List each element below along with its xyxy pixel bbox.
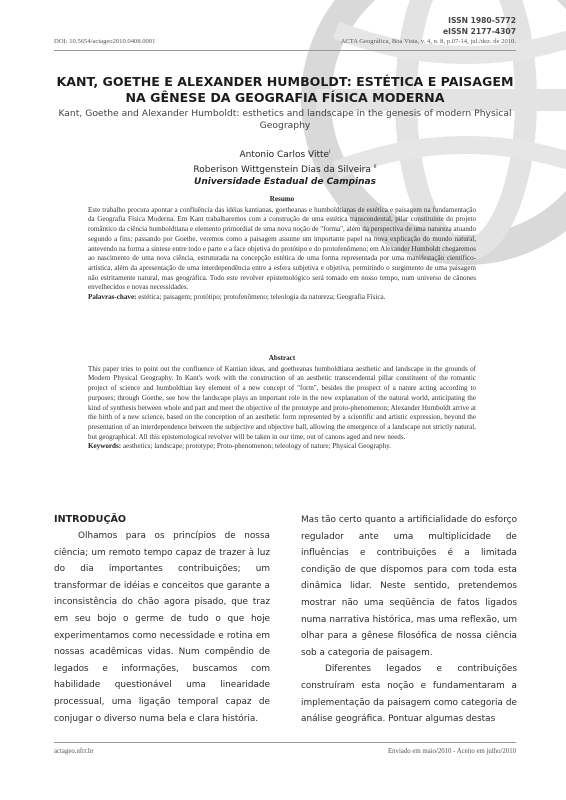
author-2-mark: ii (373, 164, 377, 170)
intro-paragraph-2: Mas tão certo quanto a artificialidade do esforço regulador ante uma multiplicidade de influências e contribuições é a limitada condição de que dispomos para com toda esta dinâmica lidar. Neste sentido, pretendemos mostrar não uma seqüência de fatos ligados numa narrativa histórica, mas uma reflexão, um olhar para a gênese filosófica de nossa ciência sob a categoria de paisagem. (301, 515, 517, 658)
authors-block (54, 146, 516, 188)
footer-dates: Enviado em maio/2010 - Aceito em julho/2010 (388, 748, 516, 755)
resumo-keywords-text: estética; paisagem; protótipo; protofenômeno; teleologia da natureza; Geografia Física. (138, 293, 386, 302)
author-1-name: Antonio Carlos Vitte (239, 150, 330, 160)
abstract-text: This paper tries to point out the confluence of Kantian ideas, and goetheanas humboldtiana aesthetic and landscape in the grounds of Modern Physical Geography. In Kant's work with the construction of an aesthetic transcendental pillar constituent of the romantic project of science and humboldtian key element of a new concept of "form", besides the prospect of a nature acting according to purposes; through Goethe, see how the landscape plays an important role in the new explanation of the natural world, anticipating the kind of synthesis between whole and part and meet the objective of the prototype and proto-phenomenon; Alexander Humboldt arrive at the birth of a new science, based on the conception of an aesthetic form represented by a scientific and artistic expression, beyond the presentation of an interdependence between the subjective and objective ball, allowing the emergence of a landscape not strictly natural, but geographical. All this epistemological revolver will be taken in our time, out of canons aged and new needs. (88, 364, 476, 441)
resumo-section (88, 195, 476, 303)
issn-block (443, 16, 516, 37)
abstract-keywords (88, 442, 476, 452)
abstract-heading: Abstract (268, 354, 296, 362)
journal-citation: ACTA Geográfica, Boa Vista, v. 4, n. 8, p.07-14, jul./dez. de 2010. (340, 38, 516, 45)
intro-paragraph-1: Olhamos para os princípios de nossa ciência; um remoto tempo capaz de trazer à luz do dia importantes contribuições; um transformar de idéias e conceitos que garante a inconsistência do chão agora pisado, que traz em seu bojo o germe de tudo o que hoje experimentamos como necessidade e rotina em nossas acadêmicas vidas. Num compêndio de legados e informações, buscamos com habilidade questionável uma linearidade processual, uma ligação temporal capaz de conjugar o diverso numa bela e clara história. (54, 531, 270, 724)
resumo-text: Este trabalho procura apontar a confluência das idéias kantianas, goetheanas e humboldtianas de estética e paisagem na fundamentação da Geografia Física Moderna. Em Kant trabalharemos com a construção de uma estética transcendental, pilar constituinte do projeto romântico da ciência humboldtiana e elemento primordial de uma nova noção de "forma", além da perspectiva de uma natureza atuando segundo a fins; passando por Goethe, veremos como a paisagem assume um importante papel na nova explicação do mundo natural, antevendo na forma a síntese entre todo e parte e a face objetiva do protótipo e do protofenômeno; em Alexander Humboldt chegaremos ao nascimento de uma nova ciência, estruturada na concepção estética de uma forma representada por uma manifestação científico-artística, além da apresentação de uma interdependência entre a esfera subjetiva e objetiva, permitindo o surgimento de uma paisagem não estritamente natural, mas geográfica. Todo este revolver epistemológico será tomado em nosso tempo, num universo de cânones envelhecidos e novas necessidades. (88, 205, 476, 292)
article-subtitle: Kant, Goethe and Alexander Humboldt: esthetics and landscape in the genesis of modern Physical Geography (58, 108, 512, 131)
abstract-section (88, 354, 476, 452)
intro-paragraph-3: Diferentes legados e contribuições construíram esta noção e fundamentaram a implementação da paisagem como categoria de análise geográfica. Pontuar algumas destas (301, 664, 517, 725)
resumo-heading: Resumo (269, 195, 295, 203)
resumo-keywords (88, 293, 476, 303)
doi[interactable]: DOI: 10.5654/actageo2010.0408.0001 (54, 38, 156, 45)
abstract-keywords-text: aesthetics; landscape; prototype; Proto-phenomenon; teleology of nature; Physical Geography. (122, 442, 391, 451)
abstract-keywords-label: Keywords: (88, 442, 122, 451)
body-column-right (301, 512, 517, 728)
article-title: KANT, GOETHE E ALEXANDER HUMBOLDT: ESTÉTICA E PAISAGEM NA GÊNESE DA GEOGRAFIA FÍSICA MODERNA (56, 74, 514, 105)
resumo-keywords-label: Palavras-chave: (88, 293, 137, 302)
author-2-name: Roberison Wittgenstein Dias da Silveira (193, 165, 371, 175)
header-divider (54, 50, 516, 51)
footer-divider (54, 742, 516, 743)
eissn: eISSN 2177-4307 (443, 26, 516, 36)
section-title-introducao: INTRODUÇÃO (54, 514, 127, 525)
author-1 (54, 146, 516, 161)
author-2 (54, 161, 516, 176)
issn: ISSN 1980-5772 (448, 16, 516, 25)
footer-website[interactable]: actageo.ufrr.br (54, 748, 94, 755)
affiliation: Universidade Estadual de Campinas (194, 177, 376, 187)
body-column-left (54, 512, 270, 727)
author-1-mark: i (329, 149, 331, 155)
